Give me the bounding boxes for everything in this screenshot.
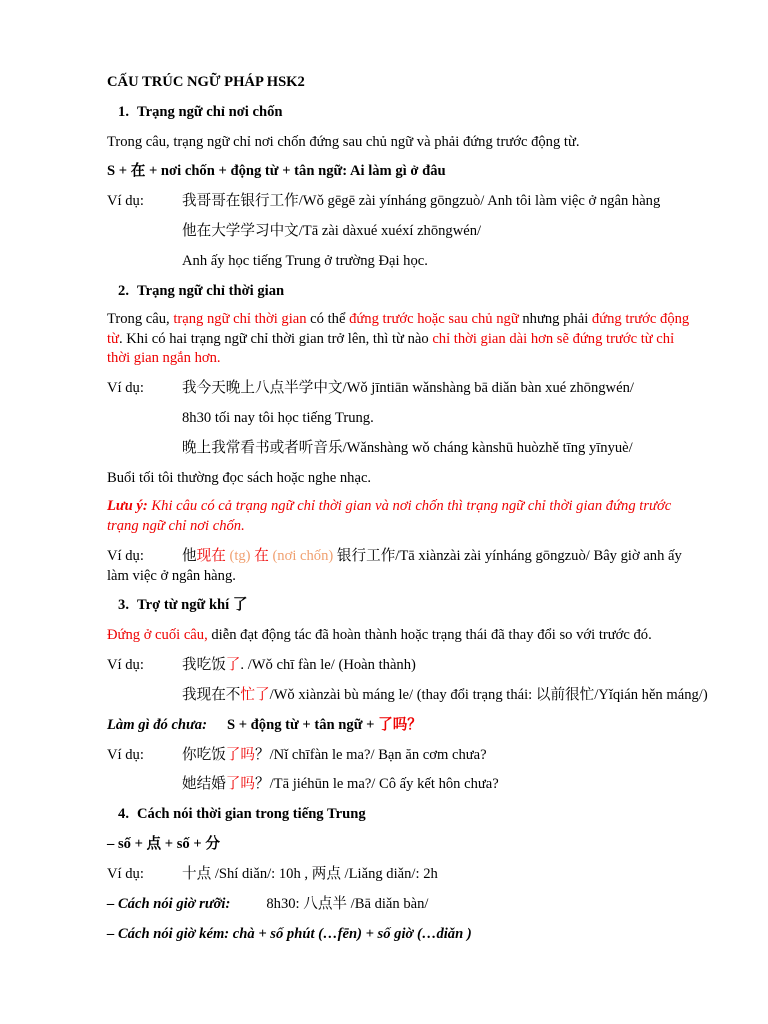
pattern-label: – Cách nói giờ kém — [107, 926, 225, 942]
section-3-example-4 — [182, 775, 499, 793]
particle-highlight: 了 — [225, 657, 241, 673]
note-label: Lưu ý: — [107, 498, 148, 514]
time-tag: (tg) — [225, 548, 255, 564]
pattern-particle: 了吗？ — [378, 717, 422, 733]
example-text: 你吃饭 — [182, 747, 226, 763]
example-label: Ví dụ: — [107, 657, 144, 673]
section-1-number: 1. — [118, 104, 129, 120]
section-4-half-hour — [107, 895, 428, 913]
section-3-heading — [107, 596, 247, 614]
desc-highlight: đứng trước hoặc sau chủ ngữ — [349, 311, 519, 327]
example-text: 银行工作 — [336, 548, 396, 564]
desc-highlight: chỉ thời gian dài hơn sẽ đứng trước từ chỉ thời gian ngắn hơn. — [107, 330, 675, 366]
desc-highlight: đứng trước động từ — [107, 311, 690, 347]
particle-highlight: 了吗 — [225, 776, 255, 792]
section-1-description: Trong câu, trạng ngữ chỉ nơi chốn đứng sau chủ ngữ và phải đứng trước động từ. — [107, 134, 580, 150]
document-title: CẤU TRÚC NGỮ PHÁP HSK2 — [107, 74, 305, 90]
section-2-example-1 — [107, 379, 634, 397]
section-3-example-1 — [107, 656, 416, 674]
section-2-description — [107, 310, 697, 369]
desc-text: . Khi có hai trạng ngữ chỉ thời gian trở lên, thì từ nào — [118, 330, 433, 347]
example-text: 8h30: 八点半 /Bā diǎn bàn/ — [266, 896, 429, 912]
section-1-example-2: 他在大学学习中文/Tā zài dàxué xuéxí zhōngwén/ — [182, 223, 482, 239]
section-1-example-1 — [107, 192, 660, 210]
example-text: 我吃饭 — [182, 657, 226, 673]
desc-text: Trong câu, — [107, 311, 174, 327]
example-text: 她结婚 — [182, 776, 226, 792]
section-3-question-pattern — [107, 716, 422, 734]
particle-highlight: 了吗 — [225, 747, 255, 763]
example-text: 我哥哥在银行工作/Wǒ gēgē zài yínháng gōngzuò/ Anh tôi làm việc ở ngân hàng — [182, 193, 661, 209]
example-text: 他 — [182, 548, 197, 564]
note-text: Khi câu có cả trạng ngữ chỉ thời gian và nơi chốn thì trạng ngữ chỉ thời gian đứng trước trạng ngữ chỉ nơi chốn. — [107, 498, 672, 534]
pattern-label: – Cách nói giờ rưỡi: — [107, 896, 231, 912]
section-2-example-2: 晚上我常看书或者听音乐/Wǎnshàng wǒ cháng kànshū huòzhě tīng yīnyuè/ — [182, 440, 633, 456]
section-1-example-2-translation: Anh ấy học tiếng Trung ở trường Đại học. — [182, 253, 428, 269]
section-4-example-1 — [107, 865, 438, 883]
example-text: . /Wǒ chī fàn le/ (Hoàn thành) — [240, 657, 416, 673]
example-label: Ví dụ: — [107, 747, 144, 763]
example-text: ？/Tā jiéhūn le ma?/ Cô ấy kết hôn chưa? — [255, 776, 499, 792]
example-text: 我现在不 — [182, 687, 241, 703]
place-tag: (nơi chốn) — [268, 548, 337, 564]
desc-text: nhưng phải — [518, 311, 592, 327]
example-label: Ví dụ: — [107, 548, 144, 564]
example-label: Ví dụ: — [107, 866, 144, 882]
time-highlight: 现在 — [196, 548, 226, 564]
example-text: /Wǒ xiànzài bù máng le/ (thay đổi trạng thái: 以前很忙/Yǐqián hěn máng/) — [269, 687, 708, 703]
section-3-example-3 — [107, 746, 487, 764]
example-text: 十点 /Shí diǎn/: 10h , 两点 /Liǎng diǎn/: 2h — [182, 866, 438, 882]
desc-text: diễn đạt động tác đã hoàn thành hoặc trạng thái đã thay đổi so với trước đó. — [207, 627, 652, 643]
section-2-example-2-translation: Buổi tối tôi thường đọc sách hoặc nghe nhạc. — [107, 470, 372, 486]
section-4-formula: – số + 点 + số + 分 — [107, 836, 220, 852]
place-highlight: 在 — [254, 548, 269, 564]
desc-highlight: trạng ngữ chỉ thời gian — [173, 311, 307, 327]
section-2-number: 2. — [118, 283, 129, 299]
desc-text: có thể — [306, 311, 350, 327]
section-1-title: Trạng ngữ chỉ nơi chốn — [137, 104, 283, 120]
section-1-heading — [107, 103, 283, 121]
example-text: 我今天晚上八点半学中文/Wǒ jīntiān wǎnshàng bā diǎn bàn xué zhōngwén/ — [182, 380, 634, 396]
pattern-formula: : chà + số phút (…fēn) + số giờ (…diǎn ) — [224, 926, 472, 942]
particle-highlight: 忙了 — [240, 687, 270, 703]
section-3-number: 3. — [118, 597, 129, 613]
section-2-title: Trạng ngữ chỉ thời gian — [137, 283, 285, 299]
section-2-heading — [107, 282, 284, 300]
pattern-label: Làm gì đó chưa: — [107, 717, 207, 733]
section-3-example-2 — [182, 686, 708, 704]
section-4-minutes-to — [107, 925, 472, 943]
example-label: Ví dụ: — [107, 193, 144, 209]
desc-highlight: Đứng ở cuối câu, — [107, 627, 208, 643]
section-3-title: Trợ từ ngữ khí 了 — [137, 597, 248, 613]
example-text: ？/Nǐ chīfàn le ma?/ Bạn ăn cơm chưa? — [255, 747, 487, 763]
section-2-example-1-translation: 8h30 tối nay tôi học tiếng Trung. — [182, 410, 374, 426]
section-4-number: 4. — [118, 806, 129, 822]
pattern-formula: S + động từ + tân ngữ + — [226, 717, 379, 733]
section-2-note — [107, 497, 697, 536]
section-4-heading — [107, 805, 366, 823]
section-1-formula: S + 在 + nơi chốn + động từ + tân ngữ: Ai làm gì ở đâu — [107, 163, 446, 179]
section-4-title: Cách nói thời gian trong tiếng Trung — [137, 806, 366, 822]
example-text: /Tā xiànzài zài yínháng gōngzuò/ Bây giờ anh ấy làm việc ở ngân hàng. — [107, 548, 682, 584]
example-label: Ví dụ: — [107, 380, 144, 396]
section-3-description — [107, 626, 652, 644]
section-2-example-3 — [107, 547, 697, 586]
